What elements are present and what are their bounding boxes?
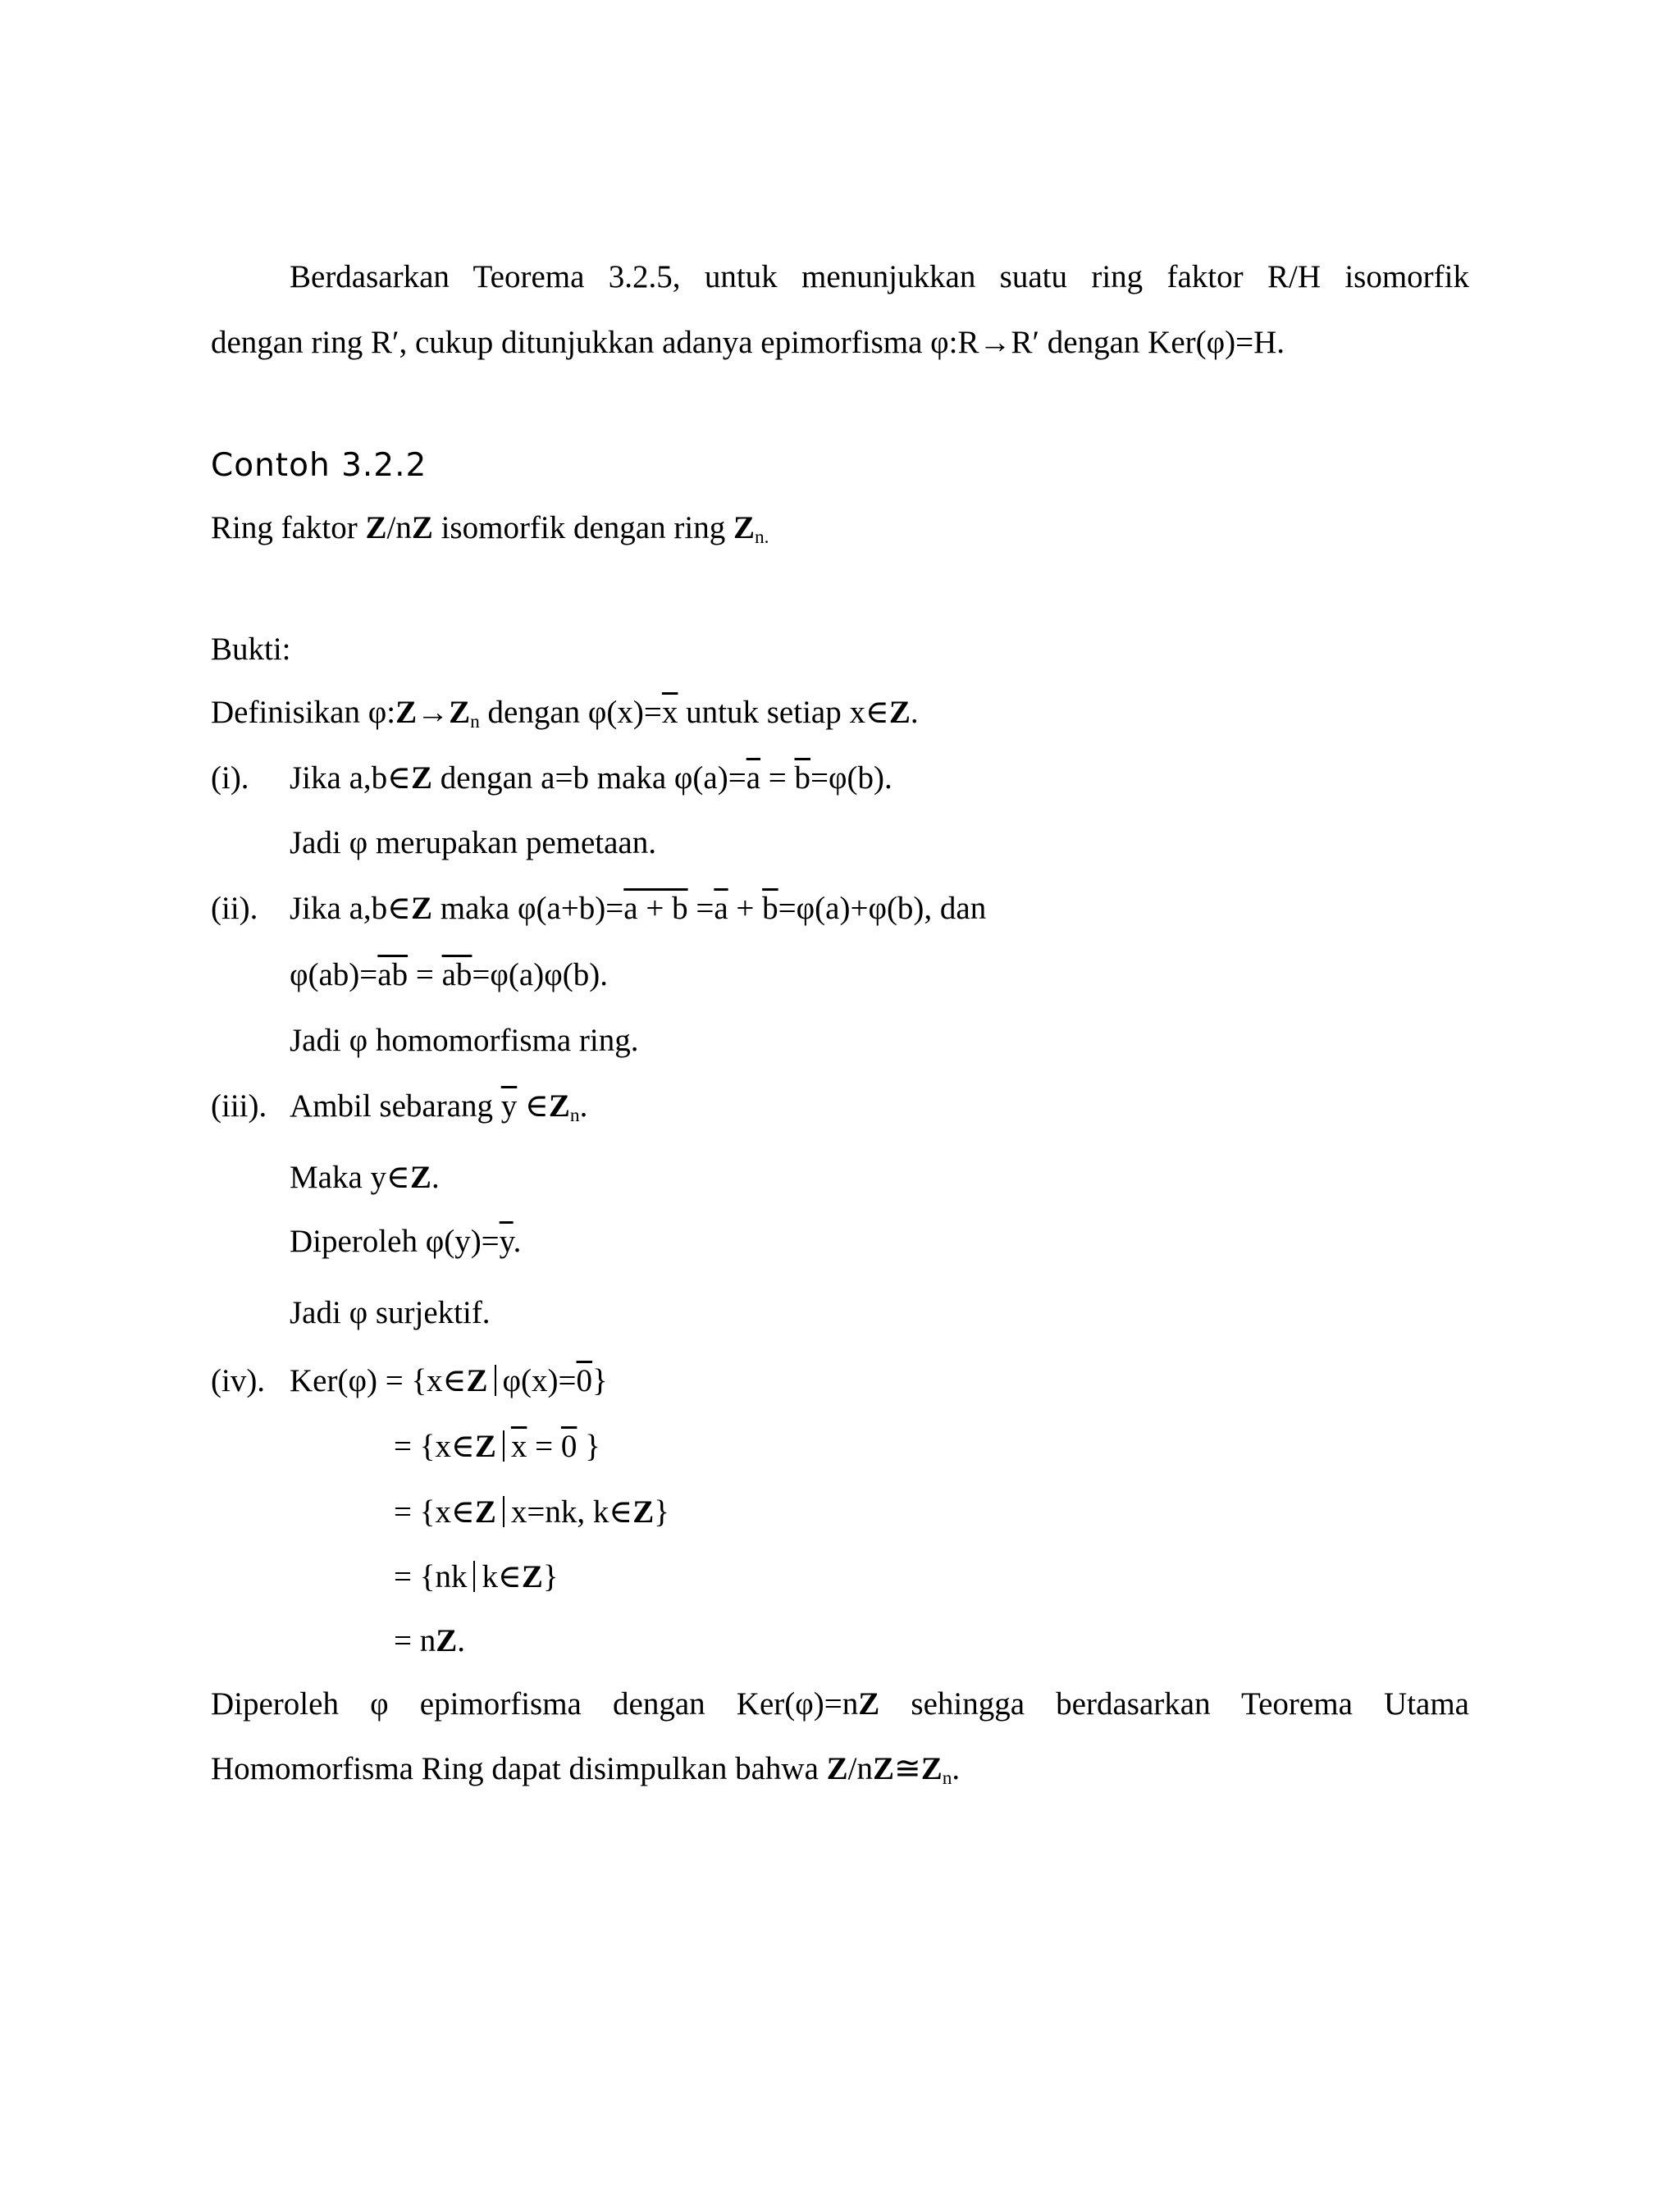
- proof-label: Bukti:: [211, 632, 291, 667]
- item-i-label: (i).: [211, 760, 249, 796]
- item-text: =: [760, 760, 795, 796]
- overline-a: $\overline{a}$: [714, 891, 728, 926]
- statement-text: Ring faktor: [211, 510, 366, 545]
- bold-Z: Z: [733, 510, 755, 545]
- overline-x: $\overline{x}$: [661, 695, 678, 730]
- congruence-symbol: ≅: [894, 1751, 921, 1786]
- item-iii-line-3: [290, 1222, 521, 1261]
- overline-b: $\overline{b}$: [762, 891, 778, 926]
- item-text: = {x∈: [394, 1429, 475, 1464]
- overline-x: $\overline{x}$: [510, 1429, 527, 1464]
- item-text: Ambil sebarang: [290, 1088, 501, 1124]
- conclusion-text: Diperoleh φ epimorfisma dengan Ker(φ)=n: [211, 1686, 859, 1722]
- item-text: =: [687, 891, 714, 926]
- item-iii-conclusion: Jadi φ surjektif.: [290, 1295, 491, 1330]
- subscript-n: n.: [754, 526, 769, 548]
- conclusion-text: sehingga berdasarkan Teorema Utama: [879, 1686, 1469, 1722]
- bold-Z: Z: [474, 1429, 496, 1464]
- overline-a: $\overline{a}$: [746, 760, 761, 796]
- bold-Z: Z: [365, 510, 387, 545]
- def-text: untuk setiap x∈: [678, 695, 889, 730]
- def-text: .: [910, 695, 919, 730]
- item-text: Jika a,b∈: [290, 891, 412, 926]
- item-text: Jika a,b∈: [290, 760, 412, 796]
- bold-Z: Z: [409, 1160, 431, 1195]
- conclusion-text: Homomorfisma Ring dapat disimpulkan bahwa: [211, 1751, 827, 1786]
- item-text: }: [577, 1429, 600, 1464]
- item-text: maka φ(a+b)=: [432, 891, 624, 926]
- item-text: = {x∈: [394, 1494, 475, 1530]
- conclusion-text: /n: [847, 1751, 873, 1786]
- intro-text-2: dengan ring R′, cukup ditunjukkan adanya epimorfisma φ:R→R′ dengan Ker(φ)=H.: [211, 325, 1285, 360]
- item-text: φ(x)=: [502, 1363, 577, 1398]
- statement-text: isomorfik dengan ring: [432, 510, 733, 545]
- bold-Z: Z: [858, 1686, 880, 1722]
- overline-a-plus-b: a + b: [623, 891, 688, 926]
- item-text: φ(ab)=: [290, 957, 378, 992]
- overline-y: $\overline{y}$: [499, 1224, 514, 1259]
- bold-Z: Z: [632, 1494, 655, 1530]
- item-iv-line-3: [394, 1493, 669, 1532]
- item-iii-line-2: [290, 1158, 440, 1197]
- item-iv-line-2: [394, 1427, 600, 1466]
- item-iv-line-4: [394, 1558, 559, 1597]
- item-text: = n: [394, 1623, 436, 1658]
- intro-line-2: [211, 323, 1285, 363]
- item-text: = {nk: [394, 1559, 468, 1594]
- overline-b: $\overline{b}$: [794, 760, 811, 796]
- item-text: .: [457, 1623, 466, 1658]
- item-text: .: [431, 1160, 440, 1195]
- subscript-n: n: [569, 1104, 580, 1126]
- overline-b: $\overline{b}$: [455, 957, 472, 992]
- item-text: .: [579, 1088, 588, 1124]
- def-text: Definisikan φ:: [211, 695, 396, 730]
- item-text: Diperoleh φ(y)=: [290, 1224, 500, 1259]
- set-builder-bar: [495, 1365, 496, 1396]
- bold-Z: Z: [888, 695, 911, 730]
- item-ii-line-1: [290, 889, 986, 928]
- overline-y: $\overline{y}$: [500, 1088, 518, 1124]
- example-heading: Contoh 3.2.2: [211, 447, 427, 484]
- item-ii-line-2: [290, 956, 608, 995]
- item-i-conclusion: Jadi φ merupakan pemetaan.: [290, 825, 656, 860]
- bold-Z: Z: [873, 1751, 895, 1786]
- item-text: =: [408, 957, 442, 992]
- subscript-n: n: [942, 1767, 952, 1789]
- set-builder-bar: [503, 1496, 504, 1527]
- bold-Z: Z: [521, 1559, 543, 1594]
- bold-Z: Z: [436, 1623, 458, 1658]
- bold-Z: Z: [411, 760, 433, 796]
- statement-text: /n: [386, 510, 412, 545]
- overline-zero: 0: [560, 1429, 578, 1464]
- item-iii-label: (iii).: [211, 1088, 267, 1124]
- item-text: }: [542, 1559, 559, 1594]
- bold-Z: Z: [411, 510, 433, 545]
- arrow-symbol: →: [417, 695, 450, 730]
- item-text: =φ(a)+φ(b), dan: [778, 891, 987, 926]
- overline-a: $\overline{a}$: [441, 957, 456, 992]
- item-ii-conclusion: Jadi φ homomorfisma ring.: [290, 1023, 639, 1058]
- item-text: x=nk, k∈: [510, 1494, 633, 1530]
- intro-text-1: Berdasarkan Teorema 3.2.5, untuk menunjukkan suatu ring faktor R/H isomorfik: [290, 259, 1469, 294]
- item-ii-label: (ii).: [211, 891, 258, 926]
- bold-Z: Z: [395, 695, 418, 730]
- bold-Z: Z: [826, 1751, 848, 1786]
- item-iii-line-1: [290, 1087, 587, 1126]
- item-text: ∈: [517, 1088, 549, 1124]
- item-text: =φ(a)φ(b).: [472, 957, 608, 992]
- item-text: dengan a=b maka φ(a)=: [432, 760, 746, 796]
- subscript-n: n: [470, 710, 480, 732]
- item-iv-label: (iv).: [211, 1363, 266, 1398]
- bold-Z: Z: [474, 1494, 496, 1530]
- bold-Z: Z: [466, 1363, 488, 1398]
- bold-Z: Z: [920, 1751, 943, 1786]
- item-text: =φ(b).: [810, 760, 892, 796]
- bold-Z: Z: [548, 1088, 570, 1124]
- set-builder-bar: [473, 1561, 475, 1592]
- def-text: dengan φ(x)=: [479, 695, 662, 730]
- example-statement: [211, 509, 769, 548]
- item-text: }: [654, 1494, 669, 1530]
- item-iv-line-1: [290, 1362, 608, 1401]
- conclusion-line-1: [211, 1685, 1469, 1724]
- conclusion-line-2: [211, 1749, 960, 1789]
- item-text: .: [513, 1224, 522, 1259]
- set-builder-bar: [503, 1430, 504, 1462]
- conclusion-text: .: [952, 1751, 961, 1786]
- bold-Z: Z: [411, 891, 433, 926]
- item-iv-line-5: [394, 1622, 465, 1661]
- item-text: +: [728, 891, 763, 926]
- proof-definition: [211, 693, 919, 732]
- intro-line-1: [211, 258, 1469, 297]
- overline-ab: $\overline{ab}$: [377, 957, 409, 992]
- item-text: Ker(φ) = {x∈: [290, 1363, 467, 1398]
- item-i-line-1: [290, 759, 892, 798]
- bold-Z: Z: [449, 695, 471, 730]
- item-text: }: [592, 1363, 608, 1398]
- item-text: Maka y∈: [290, 1160, 410, 1195]
- item-text: k∈: [482, 1559, 522, 1594]
- item-text: =: [527, 1429, 561, 1464]
- overline-zero: 0: [576, 1363, 593, 1398]
